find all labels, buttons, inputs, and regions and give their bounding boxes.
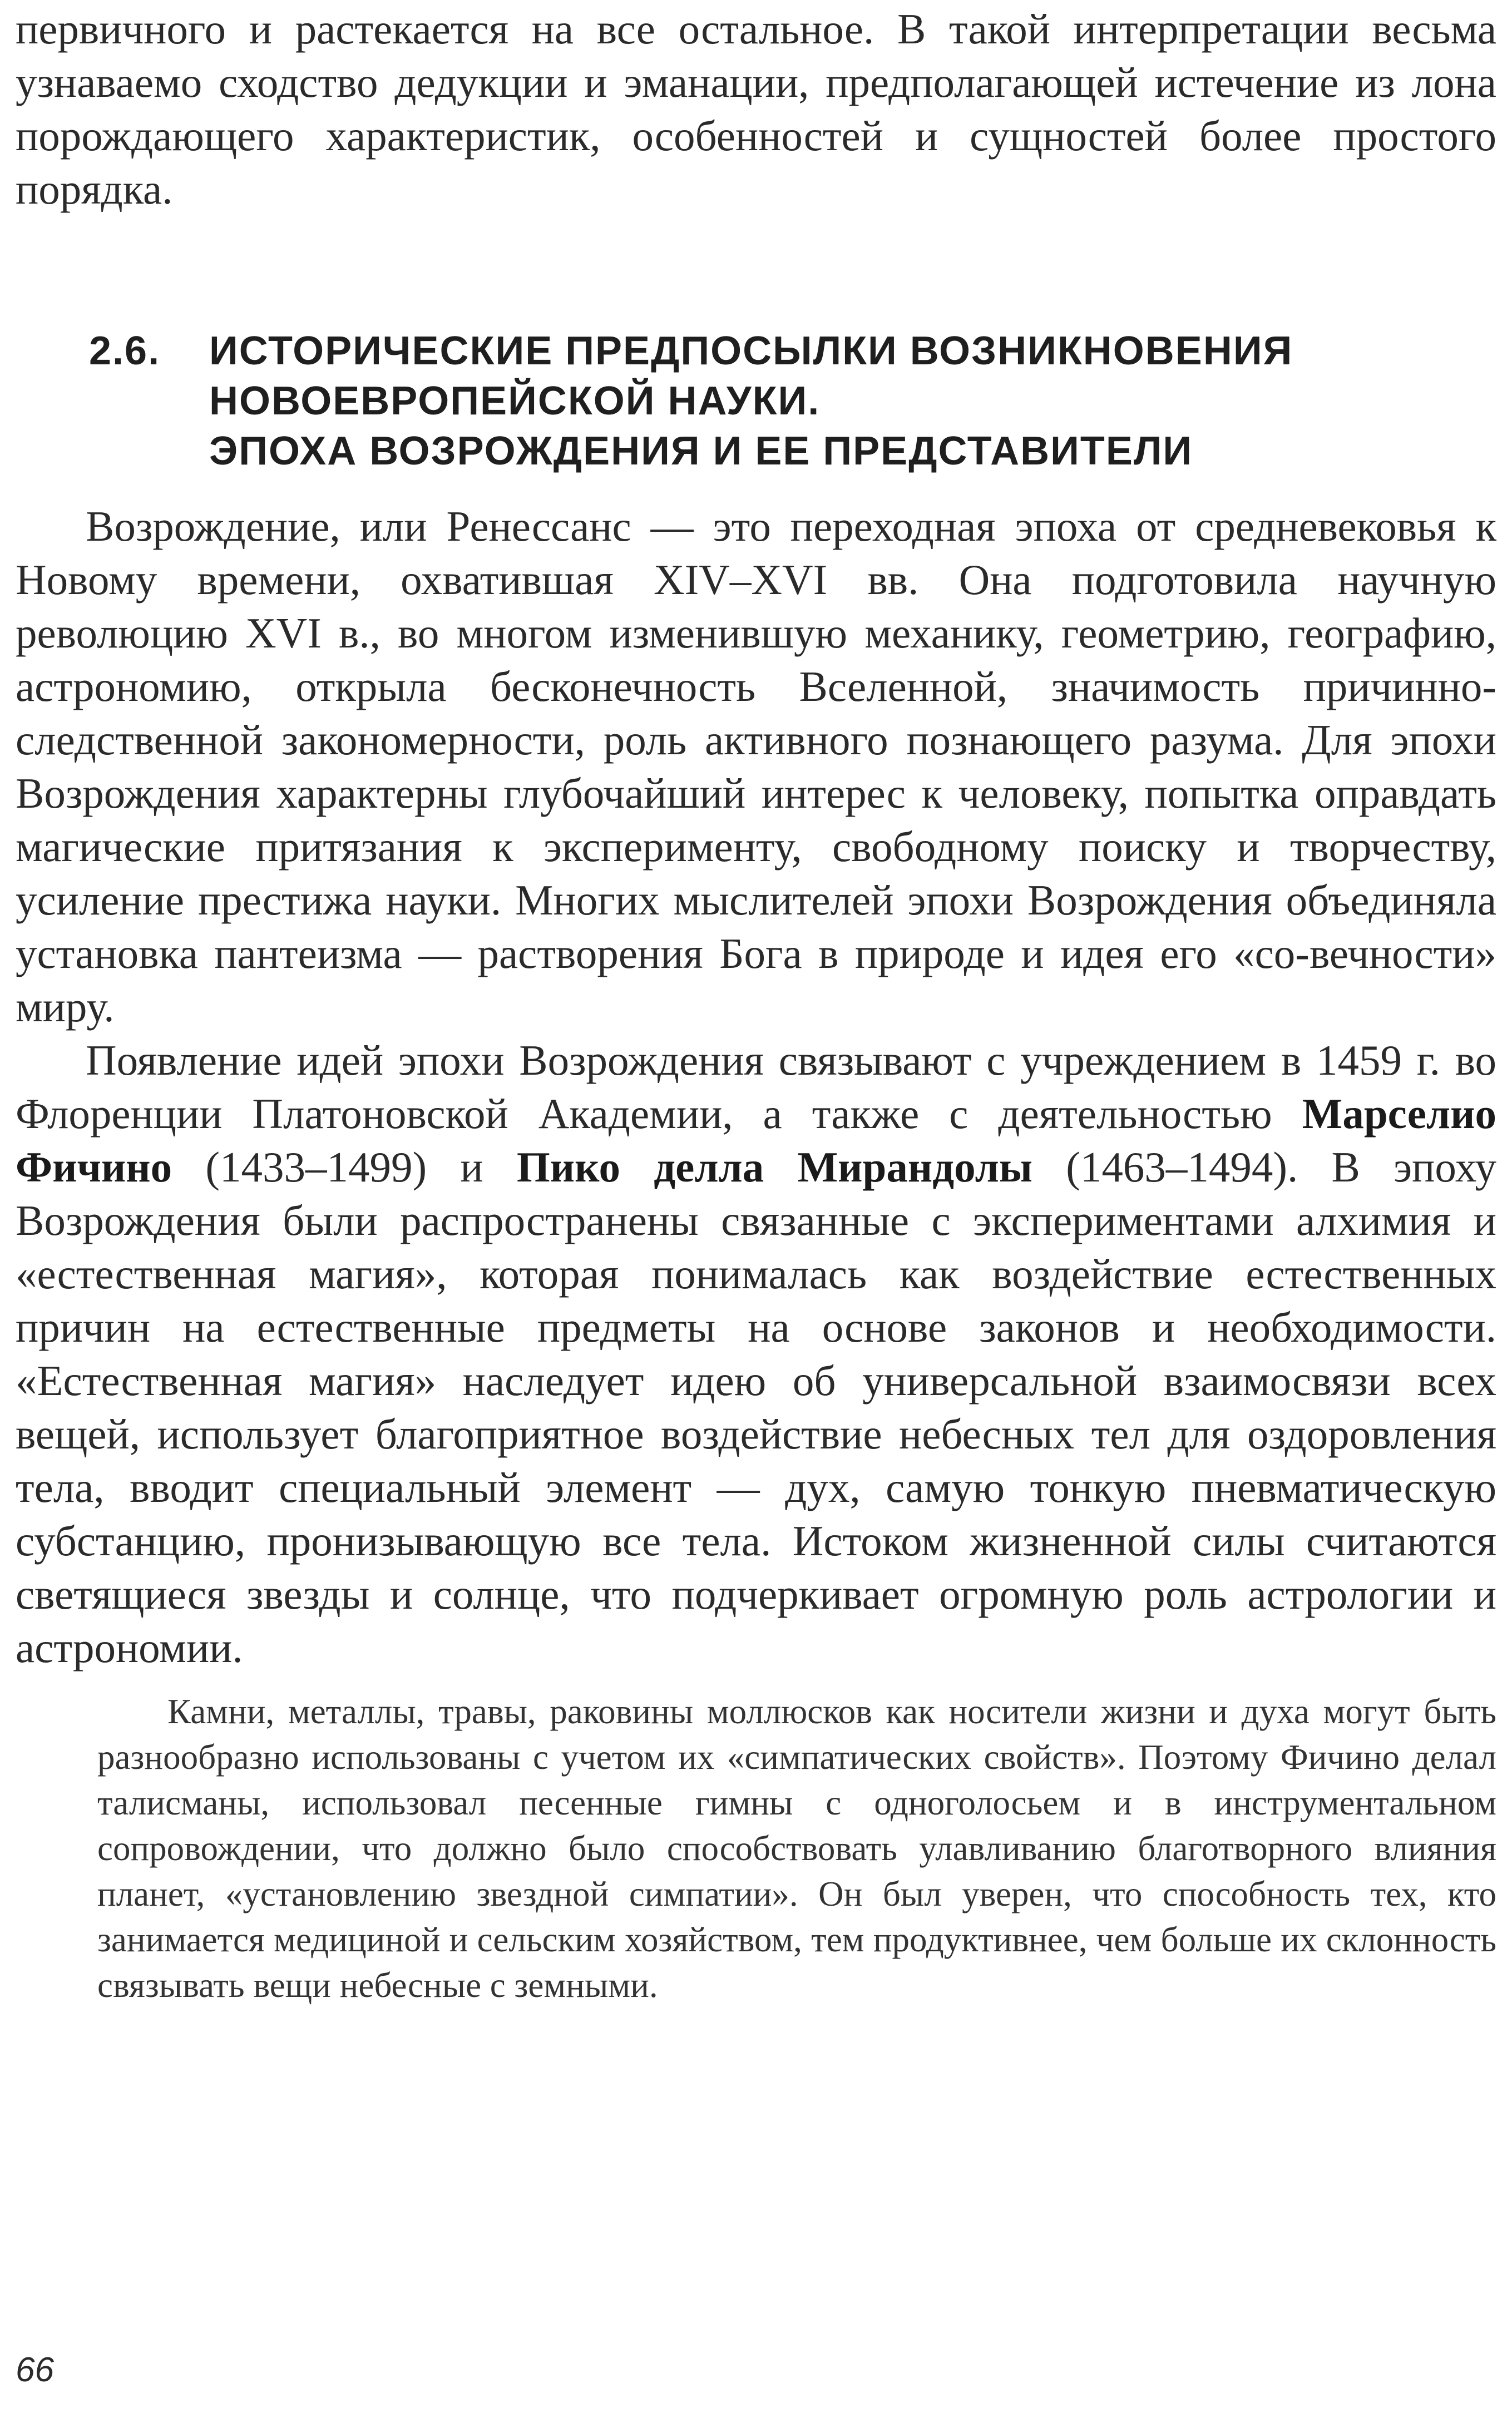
paragraph-renaissance: Возрождение, или Ренессанс — это переходная эпоха от средневековья к Новому времени, охватившая XIV–XVI вв. Она подготовила научную революцию XVI в., во многом изменившую механику, геометрию, географию, астрономию, открыла бесконечность Вселенной, значимость причинно-следственной закономерности, роль активного познающего разума. Для эпохи Возрождения характерны глубочайший интерес к человеку, попытка оправдать магические притязания к эксперименту, свободному поиску и творчеству, усиление престижа науки. Многих мыслителей эпохи Возрождения объединяла установка пантеизма — растворения Бога в природе и идея его «со-вечности» миру. [16,502,1496,1031]
section-title-line: НОВОЕВРОПЕЙСКОЙ НАУКИ. [209,379,821,423]
paragraph-text: (1463–1494). В эпоху Возрождения были распространены связанные с экспериментами алхимия и «естественная магия», которая понималась как воздействие естественных причин на естественные предметы на основе законов и необходимости. «Естественная магия» наследует идею об универсальной взаимосвязи всех вещей, использует благоприятное воздействие небесных тел для оздоровления тела, вводит специальный элемент — дух, самую тонкую пневматическую субстанцию, пронизывающую все тела. Истоком жизненной силы считаются светящиеся звезды и солнце, что подчеркивает огромную роль астрологии и астрономии. [16,1143,1497,1672]
page-content [16,0,1496,2008]
page-number: 66 [16,2351,54,2389]
small-print-paragraph: Камни, металлы, травы, раковины моллюсков как носители жизни и духа могут быть разнообразно использованы с учетом их «симпатических свойств». Поэтому Фичино делал талисманы, использовал песенные гимны с одноголосьем и в инструментальном сопровождении, что должно было способствовать улавливанию благотворного влияния планет, «установлению звездной симпатии». Он был уверен, что способность тех, кто занимается медициной и сельским хозяйством, тем продуктивнее, чем больше их склонность связывать вещи небесные с земными. [97,1692,1496,2005]
section-title [209,326,1496,476]
section-heading [16,326,1496,476]
paragraph-text: Появление идей эпохи Возрождения связывают с учреждением в 1459 г. во Флоренции Платоновской Академии, а также с деятельностью [16,1036,1496,1138]
paragraph-ideas [16,1034,1496,1674]
paragraph-text: (1433–1499) и [172,1143,517,1191]
section-title-line: ЭПОХА ВОЗРОЖДЕНИЯ И ЕЕ ПРЕДСТАВИТЕЛИ [209,429,1193,473]
intro-paragraph: первичного и растекается на все остальное. В такой интерпретации весьма узнаваемо сходство дедукции и эманации, предполагающей истечение из лона порождающего характеристик, особенностей и сущностей более простого порядка. [16,5,1496,213]
person-name-pico: Пико делла Мирандолы [516,1143,1032,1191]
person-name-ficino: Марселио Фичино [16,1090,1496,1191]
section-title-line: ИСТОРИЧЕСКИЕ ПРЕДПОСЫЛКИ ВОЗНИКНОВЕНИЯ [209,329,1293,373]
section-number: 2.6. [89,329,161,373]
